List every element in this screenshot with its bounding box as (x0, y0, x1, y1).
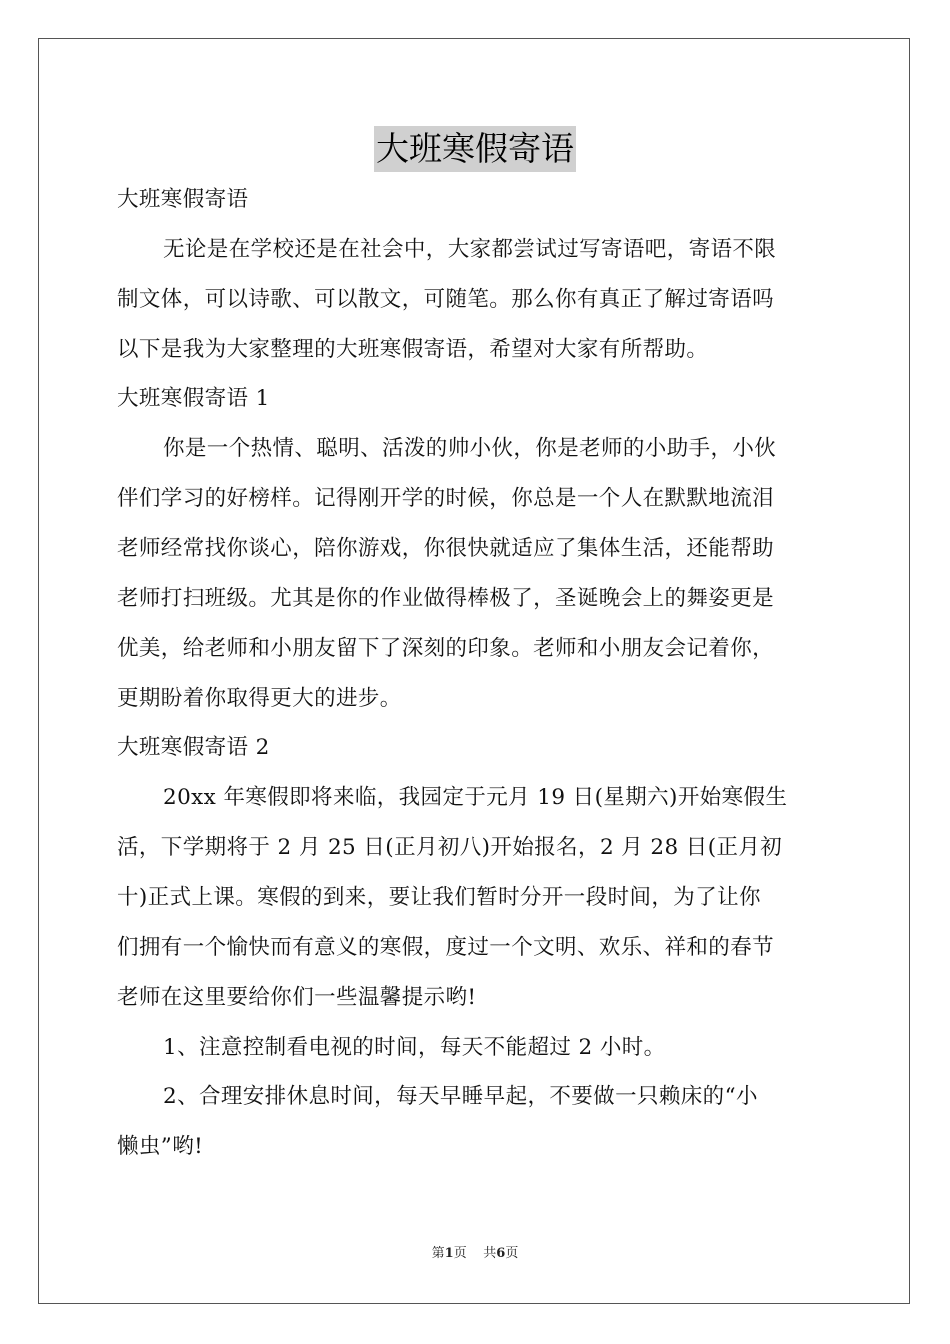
footer-total-pages: 6 (496, 1246, 506, 1261)
paragraph-line: 老师在这里要给你们一些温馨提示哟! (117, 985, 477, 1010)
paragraph-line: 们拥有一个愉快而有意义的寒假，度过一个文明、欢乐、祥和的春节 (117, 935, 775, 960)
list-item-continuation: 懒虫”哟! (117, 1134, 204, 1159)
section-heading: 大班寒假寄语 (117, 187, 249, 212)
footer-total-prefix: 共 (483, 1246, 497, 1261)
footer-page-suffix: 页 (453, 1246, 467, 1261)
page-footer (0, 1245, 950, 1263)
paragraph-line: 十)正式上课。寒假的到来，要让我们暂时分开一段时间，为了让你 (117, 885, 761, 910)
footer-total-suffix: 页 (505, 1246, 519, 1261)
paragraph-line: 伴们学习的好榜样。记得刚开学的时候，你总是一个人在默默地流泪 (117, 486, 775, 511)
paragraph-line: 以下是我为大家整理的大班寒假寄语，希望对大家有所帮助。 (117, 337, 709, 362)
paragraph-line: 你是一个热情、聪明、活泼的帅小伙，你是老师的小助手，小伙 (163, 436, 777, 461)
paragraph-line: 优美，给老师和小朋友留下了深刻的印象。老师和小朋友会记着你， (117, 636, 775, 661)
paragraph-line: 活，下学期将于 2 月 25 日(正月初八)开始报名，2 月 28 日(正月初 (117, 835, 783, 860)
paragraph-line: 更期盼着你取得更大的进步。 (117, 686, 402, 711)
paragraph-line: 老师经常找你谈心，陪你游戏，你很快就适应了集体生活，还能帮助 (117, 536, 775, 561)
paragraph-line: 无论是在学校还是在社会中，大家都尝试过写寄语吧，寄语不限 (163, 237, 777, 262)
page-border (38, 38, 910, 1304)
title-container (0, 126, 950, 172)
document-title: 大班寒假寄语 (374, 126, 576, 172)
paragraph-line: 制文体，可以诗歌、可以散文，可随笔。那么你有真正了解过寄语吗 (117, 287, 775, 312)
footer-page-prefix: 第 (431, 1246, 445, 1261)
list-item: 1、注意控制看电视的时间，每天不能超过 2 小时。 (163, 1035, 666, 1060)
section-heading: 大班寒假寄语 1 (117, 386, 270, 411)
paragraph-line: 20xx 年寒假即将来临，我园定于元月 19 日(星期六)开始寒假生 (163, 785, 788, 810)
paragraph-line: 老师打扫班级。尤其是你的作业做得棒极了，圣诞晚会上的舞姿更是 (117, 586, 775, 611)
section-heading: 大班寒假寄语 2 (117, 735, 270, 760)
footer-page-number: 1 (444, 1246, 454, 1261)
list-item: 2、合理安排休息时间，每天早睡早起，不要做一只赖床的“小 (163, 1084, 758, 1109)
